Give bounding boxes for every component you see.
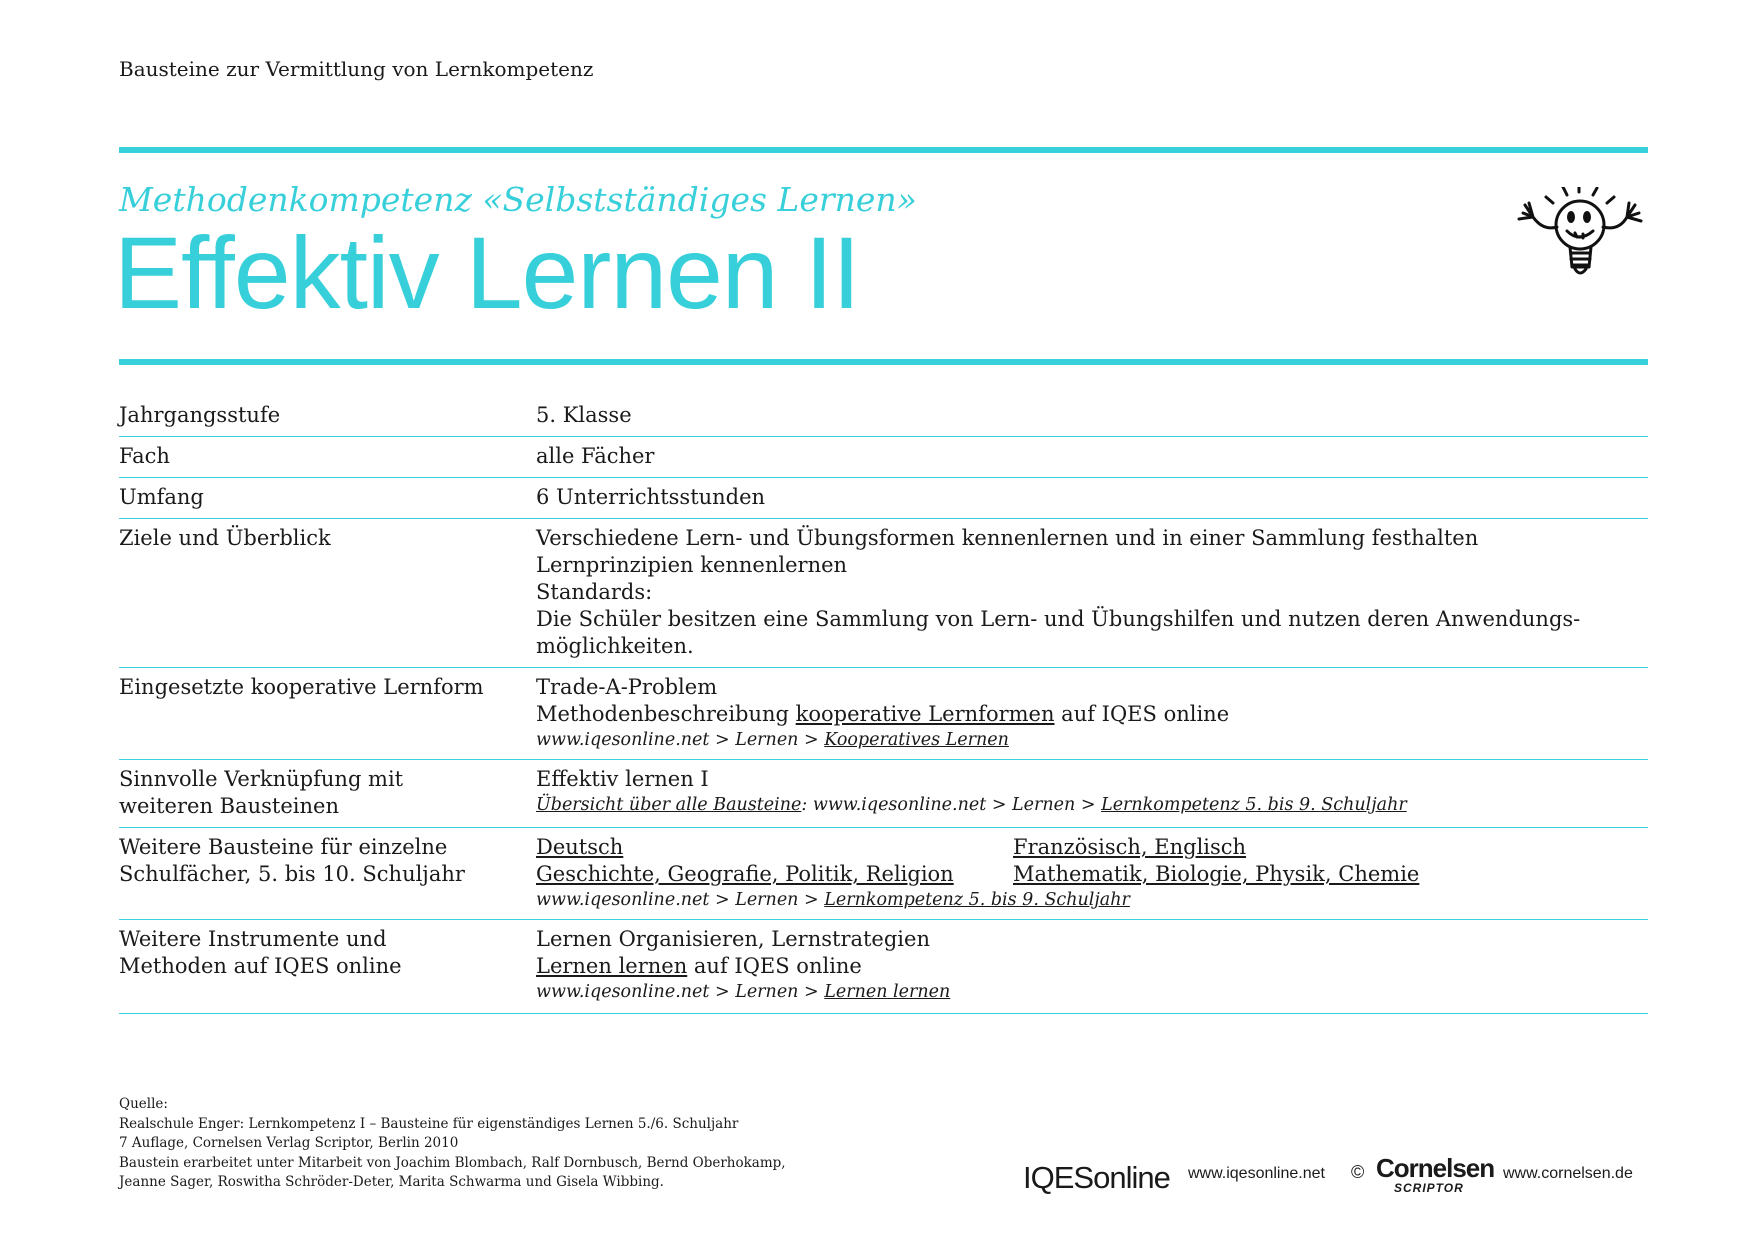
subtitle: Methodenkompetenz «Selbstständiges Lernen»: [119, 180, 917, 219]
table-row: [119, 760, 1648, 828]
row-value: 6 Unterrichtsstunden: [536, 478, 1648, 519]
subject-link-franzoesisch[interactable]: Französisch, Englisch: [1013, 835, 1247, 859]
nav-path: [536, 888, 1648, 912]
table-row: [119, 828, 1648, 920]
row-value: [536, 668, 1648, 760]
table-row: [119, 920, 1648, 1014]
row-label: Umfang: [119, 478, 536, 519]
text: auf IQES online: [687, 954, 862, 978]
subject-link-geschichte[interactable]: Geschichte, Geografie, Politik, Religion: [536, 862, 954, 886]
row-value: [536, 828, 1648, 920]
row-value: [536, 519, 1648, 668]
instruments-link-line: [536, 953, 1648, 980]
method-name: Trade-A-Problem: [536, 675, 718, 699]
table-row: [119, 519, 1648, 668]
goal-line: Standards:: [536, 580, 653, 604]
label-line: Weitere Bausteine für einzelne: [119, 835, 448, 859]
goal-line: Die Schüler besitzen eine Sammlung von Lern- und Übungshilfen und nutzen deren Anwendungs-: [536, 607, 1581, 631]
source-line: 7 Auflage, Cornelsen Verlag Scriptor, Berlin 2010: [119, 1135, 459, 1151]
table-row: [119, 396, 1648, 437]
row-label: Jahrgangsstufe: [119, 396, 536, 437]
lernen-lernen-link[interactable]: Lernen lernen: [536, 954, 688, 978]
source-line: Quelle:: [119, 1096, 168, 1112]
overview-link[interactable]: Übersicht über alle Bausteine: [536, 795, 802, 815]
label-line: Schulfächer, 5. bis 10. Schuljahr: [119, 862, 465, 886]
row-label: [119, 828, 536, 920]
source-note: [119, 1095, 786, 1193]
cornelsen-logo: Cornelsen: [1376, 1153, 1495, 1183]
text: auf IQES online: [1054, 702, 1230, 726]
kooperatives-lernen-link[interactable]: Kooperatives Lernen: [824, 730, 1009, 750]
lernkompetenz-link[interactable]: Lernkompetenz 5. bis 9. Schuljahr: [824, 890, 1130, 910]
logo-part: online: [1093, 1160, 1170, 1195]
goal-line: Lernprinzipien kennenlernen: [536, 553, 848, 577]
iqes-url[interactable]: www.iqesonline.net: [1188, 1165, 1325, 1182]
path-text: www.iqesonline.net > Lernen >: [536, 730, 825, 750]
table-row: [119, 478, 1648, 519]
scriptor-logo: SCRIPTOR: [1394, 1181, 1464, 1195]
nav-path: [536, 728, 1648, 752]
top-divider: [119, 147, 1648, 153]
row-label: Ziele und Überblick: [119, 519, 536, 668]
row-value: 5. Klasse: [536, 396, 1648, 437]
goal-line: Verschiedene Lern- und Übungsformen kennenlernen und in einer Sammlung festhalten: [536, 526, 1479, 550]
source-line: Jeanne Sager, Roswitha Schröder-Deter, Marita Schwarma und Gisela Wibbing.: [119, 1174, 664, 1190]
page-title: Effektiv Lernen II: [114, 216, 860, 330]
method-description: [536, 701, 1648, 728]
lernkompetenz-link[interactable]: Lernkompetenz 5. bis 9. Schuljahr: [1101, 795, 1407, 815]
lightbulb-mascot-icon: [1515, 187, 1645, 297]
label-line: weiteren Bausteinen: [119, 794, 339, 818]
table-row: [119, 668, 1648, 760]
path-text: www.iqesonline.net > Lernen >: [536, 890, 825, 910]
table-row: [119, 437, 1648, 478]
subjects-row: [536, 834, 1648, 861]
label-line: Methoden auf IQES online: [119, 954, 402, 978]
label-line: Weitere Instrumente und: [119, 927, 387, 951]
label-line: Sinnvolle Verknüpfung mit: [119, 767, 404, 791]
nav-path: [536, 793, 1648, 817]
kooperative-lernformen-link[interactable]: kooperative Lernformen: [795, 702, 1055, 726]
row-value: alle Fächer: [536, 437, 1648, 478]
info-table: [119, 396, 1648, 1014]
series-title: Bausteine zur Vermittlung von Lernkompetenz: [119, 57, 594, 81]
linked-module: Effektiv lernen I: [536, 767, 709, 791]
row-value: [536, 920, 1648, 1014]
row-label: Fach: [119, 437, 536, 478]
nav-path: [536, 980, 1648, 1004]
logo-part: IQES: [1023, 1160, 1094, 1195]
row-label: Eingesetzte kooperative Lernform: [119, 668, 536, 760]
path-text: : www.iqesonline.net > Lernen >: [801, 795, 1102, 815]
text: Methodenbeschreibung: [536, 702, 796, 726]
path-text: www.iqesonline.net > Lernen >: [536, 982, 825, 1002]
source-line: Baustein erarbeitet unter Mitarbeit von Joachim Blombach, Ralf Dornbusch, Bernd Oberhokamp,: [119, 1154, 786, 1171]
subject-link-deutsch[interactable]: Deutsch: [536, 835, 624, 859]
row-label: [119, 760, 536, 828]
goal-line: möglichkeiten.: [536, 634, 694, 658]
cornelsen-url[interactable]: www.cornelsen.de: [1503, 1165, 1633, 1182]
bottom-title-divider: [119, 359, 1648, 365]
copyright-symbol: ©: [1351, 1162, 1365, 1182]
subjects-row: [536, 861, 1648, 888]
instruments-line: Lernen Organisieren, Lernstrategien: [536, 927, 930, 951]
row-label: [119, 920, 536, 1014]
lernen-lernen-path-link[interactable]: Lernen lernen: [824, 982, 951, 1002]
iqes-logo: [1023, 1160, 1170, 1196]
source-line: Realschule Enger: Lernkompetenz I – Bausteine für eigenständiges Lernen 5./6. Schuljahr: [119, 1115, 739, 1132]
subject-link-mathematik[interactable]: Mathematik, Biologie, Physik, Chemie: [1013, 862, 1420, 886]
row-value: [536, 760, 1648, 828]
